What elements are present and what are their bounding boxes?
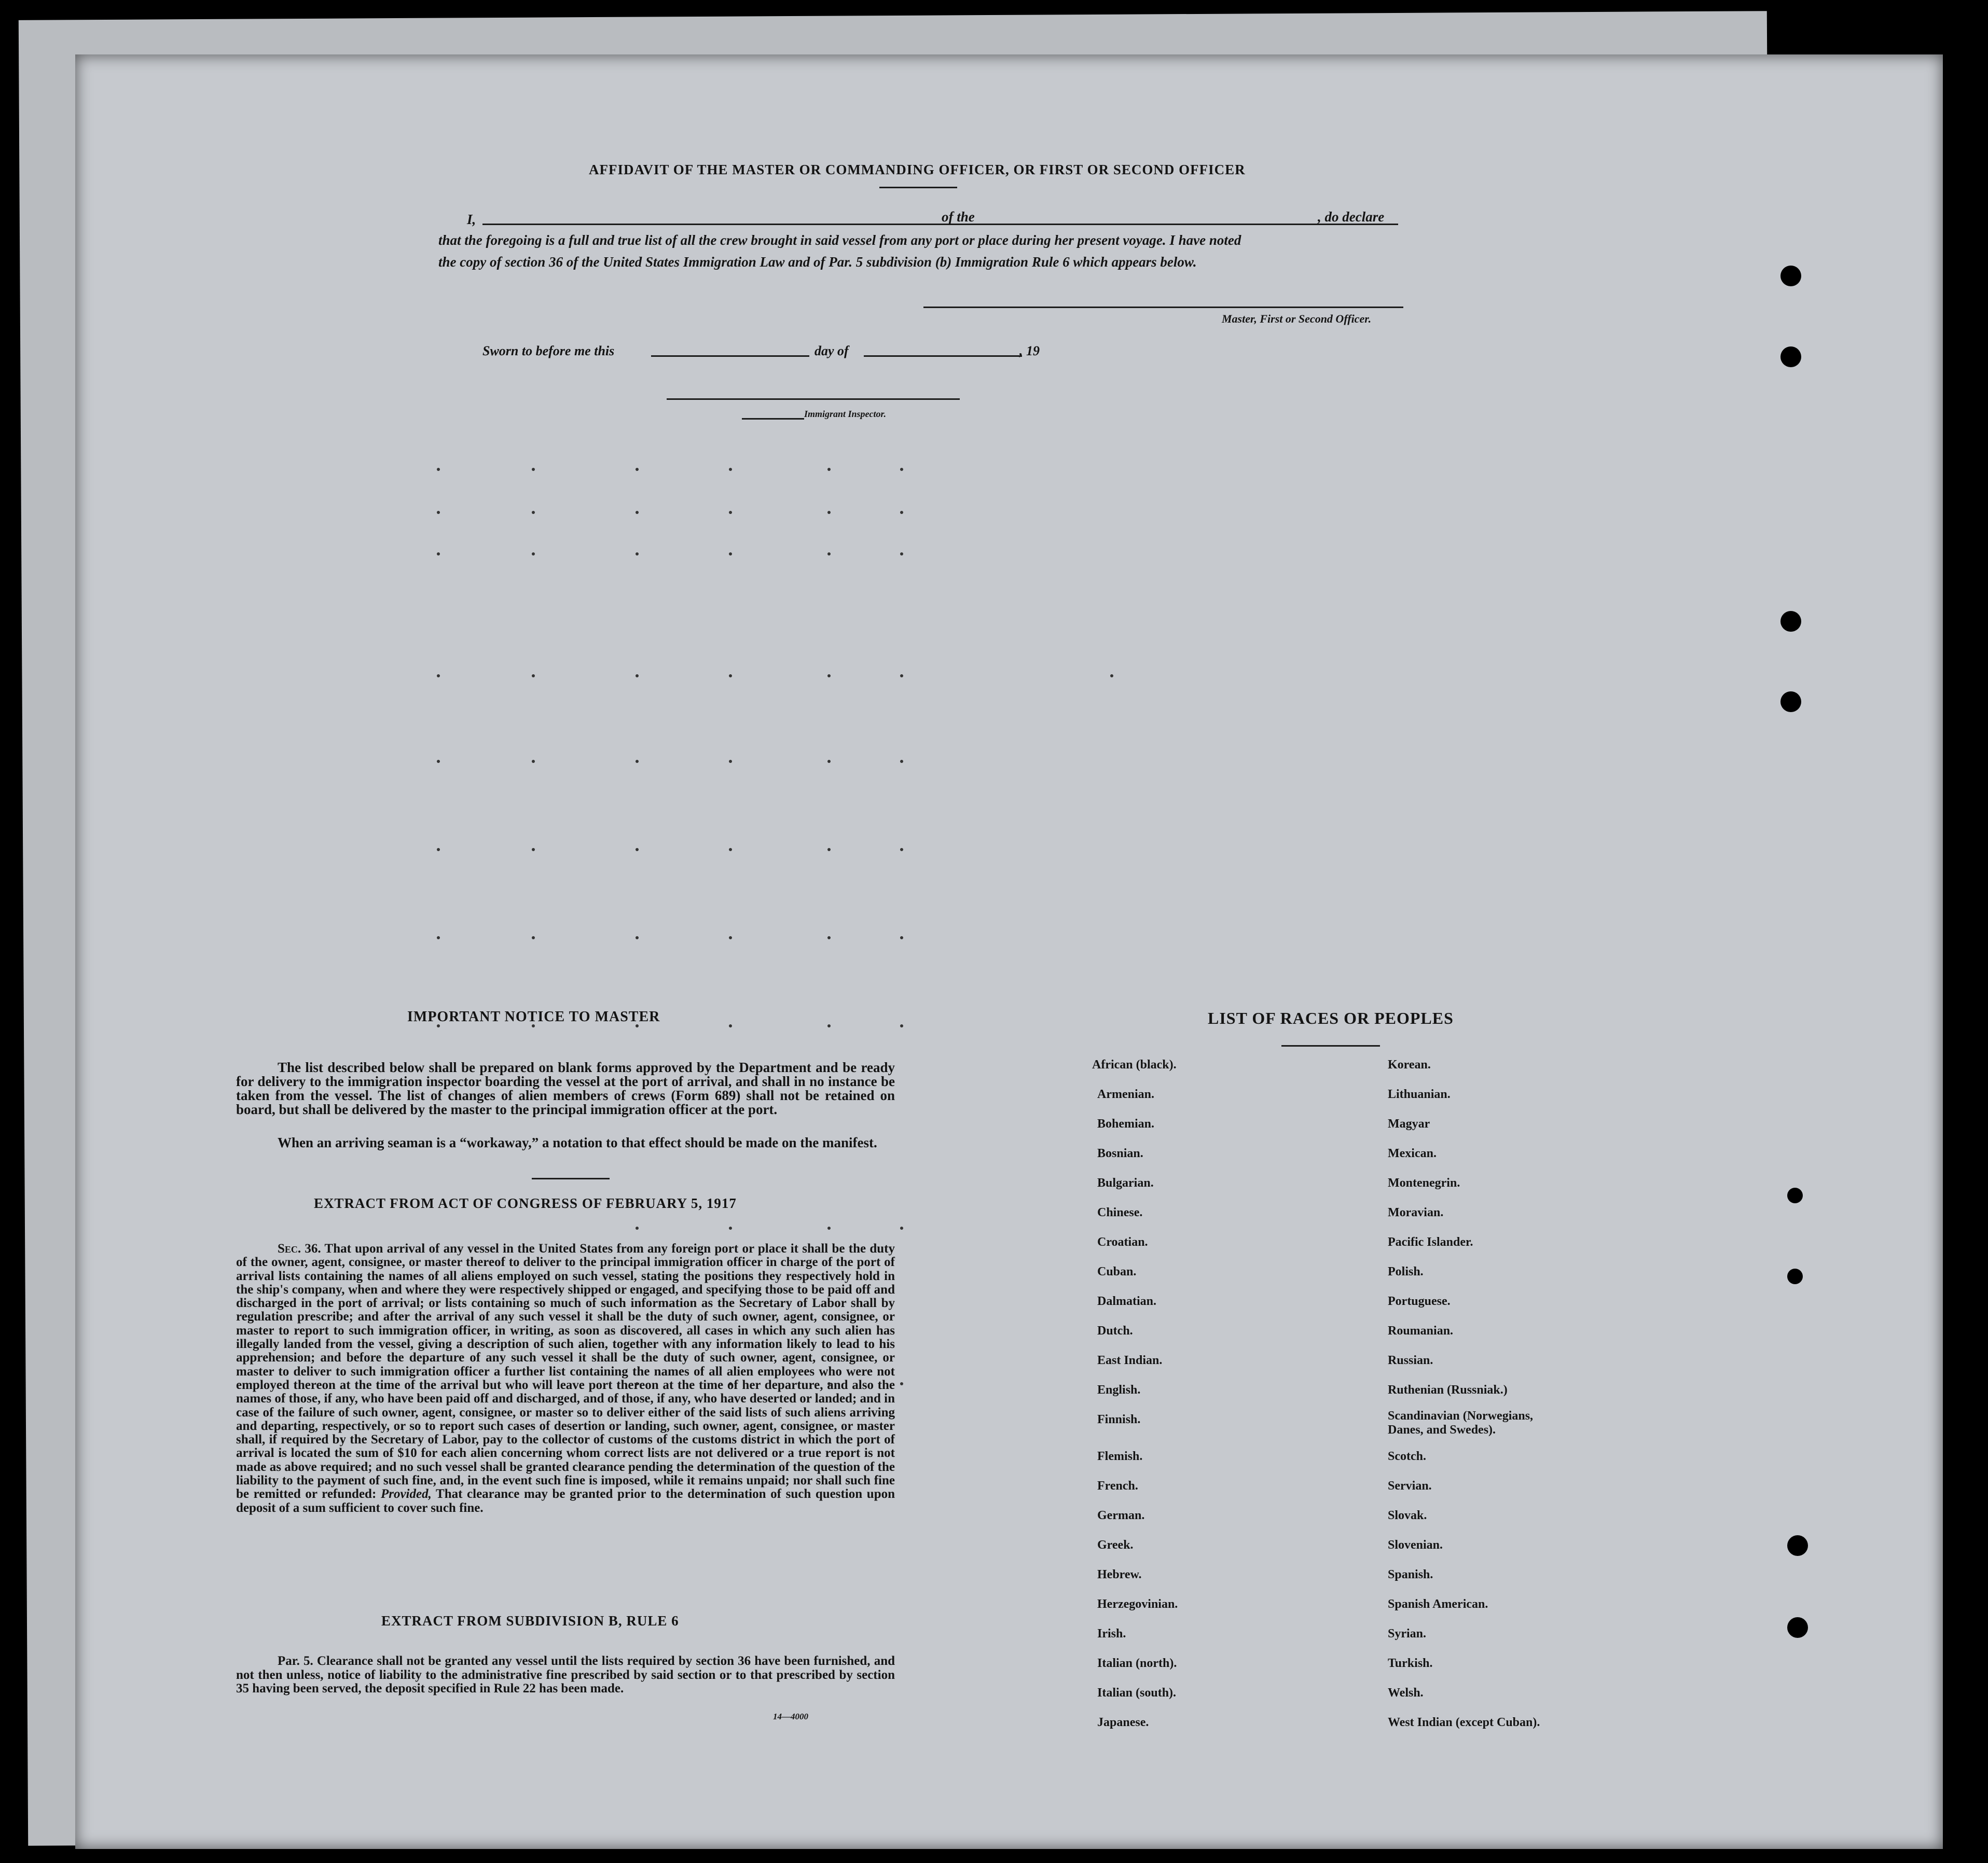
signature-caption: Master, First or Second Officer. — [1222, 312, 1372, 325]
list-item: Hebrew. — [1097, 1568, 1142, 1581]
year-label: , 19 — [1019, 343, 1040, 358]
list-item: Servian. — [1388, 1479, 1432, 1493]
list-item: Bohemian. — [1097, 1117, 1155, 1131]
list-item: Ruthenian (Russniak.) — [1388, 1383, 1508, 1397]
list-item: French. — [1097, 1479, 1138, 1493]
list-item: Magyar — [1388, 1117, 1430, 1131]
binder-hole — [1787, 1535, 1808, 1556]
list-item: Japanese. — [1097, 1716, 1149, 1729]
rule-extract-text: Par. 5. Clearance shall not be granted any vessel until the lists required by section 36 have been furnished, and not then unless, notice of liability to the administrative fine prescribed by said section or to that prescribed by section 35 having been served, the deposit specified in Rule 22 has been made. — [236, 1654, 895, 1695]
list-item: Polish. — [1388, 1265, 1424, 1278]
notice-para-2: When an arriving seaman is a “workaway,” a notation to that effect should be made on the manifest. — [278, 1135, 877, 1150]
statement-line-2: the copy of section 36 of the United States Immigration Law and of Par. 5 subdivision (b) Immigration Rule 6 which appears below. — [438, 254, 1197, 270]
binder-hole — [1780, 611, 1801, 632]
do-declare-label: , do declare — [1318, 209, 1385, 225]
binder-hole — [1780, 691, 1801, 712]
list-item: Portuguese. — [1388, 1295, 1451, 1308]
list-item: Scotch. — [1388, 1450, 1426, 1463]
list-item: Lithuanian. — [1388, 1088, 1451, 1101]
notice-para-1: The list described below shall be prepared on blank forms approved by the Department and be ready for delivery to the immigration inspector boarding the vessel at the port of arrival, and shall in no instance be taken from the vessel. The list of changes of alien members of crews (Form 689) shall not be retained on board, but shall be delivered by the master to the principal immigration officer at the port. — [236, 1060, 895, 1117]
list-item: Greek. — [1097, 1538, 1134, 1552]
binder-hole — [1787, 1269, 1803, 1284]
day-of-label: day of — [814, 343, 849, 358]
binder-hole — [1780, 266, 1801, 286]
list-item: Herzegovinian. — [1097, 1597, 1178, 1611]
list-item: West Indian (except Cuban). — [1388, 1716, 1540, 1729]
list-item: Italian (north). — [1097, 1657, 1177, 1670]
list-item: Mexican. — [1388, 1147, 1437, 1160]
rule-extract-title: EXTRACT FROM SUBDIVISION B, RULE 6 — [381, 1613, 679, 1629]
list-item: Armenian. — [1097, 1088, 1154, 1101]
list-item: Croatian. — [1097, 1235, 1148, 1249]
list-item: Flemish. — [1097, 1450, 1143, 1463]
form-page — [75, 54, 1943, 1849]
list-item: Dalmatian. — [1097, 1295, 1156, 1308]
name-line — [482, 224, 1004, 225]
races-title: LIST OF RACES OR PEOPLES — [1208, 1009, 1454, 1027]
inspector-short-line — [742, 418, 804, 420]
act-extract-title: EXTRACT FROM ACT OF CONGRESS OF FEBRUARY 5, 1917 — [314, 1195, 737, 1211]
section-body-end: That clearance may be granted prior to the determination of such question upon deposit of a sum sufficient to cover such fine. — [236, 1487, 895, 1515]
statement-line-1: that the foregoing is a full and true list of all the crew brought in said vessel from any port or place during her present voyage. I have noted — [438, 232, 1241, 248]
list-item: Turkish. — [1388, 1657, 1433, 1670]
list-item: African (black). — [1092, 1058, 1177, 1072]
list-item: Slovak. — [1388, 1509, 1427, 1522]
sworn-day-line — [651, 355, 809, 357]
list-item: Roumanian. — [1388, 1324, 1454, 1338]
list-item: Irish. — [1097, 1627, 1126, 1640]
list-item: Welsh. — [1388, 1686, 1424, 1700]
section-label: Sec. 36. — [278, 1242, 321, 1256]
list-item: Russian. — [1388, 1354, 1433, 1367]
list-item: Montenegrin. — [1388, 1176, 1460, 1190]
binder-hole — [1787, 1617, 1808, 1638]
list-item: German. — [1097, 1509, 1145, 1522]
binder-hole — [1787, 1188, 1803, 1203]
section-body: That upon arrival of any vessel in the United States from any foreign port or place it shall be the duty of the owner, agent, consignee, or master thereof to deliver to the principal immigration officer in charge of the port of arrival lists containing the names of all aliens employed on such vessel, stating the positions they respectively hold in the ship's company, when and where they were respectively shipped or engaged, and specifying those to be paid off and discharged in the port of arrival; or lists containing so much of such information as the Secretary of Labor shall by regulation prescribe; and after the arrival of any such vessel it shall be the duty of such owner, agent, consignee, or master to report to such immigration officer, in writing, as soon as discovered, all cases in which any such alien has illegally landed from the vessel, giving a description of such alien, together with any information likely to lead to his apprehension; and before the departure of any such vessel it shall be the duty of such owner, agent, consignee, or master to deliver to such immigration officer a further list containing the names of all alien employees who were not employed thereon at the time of the arrival but who will leave port thereon at the time of her departure, and also the names of those, if any, who have been paid off and discharged, and of those, if any, who have deserted or landed; and in case of the failure of such owner, agent, consignee, or master so to deliver either of the said lists of such aliens arriving and departing, respectively, or so to report such cases of desertion or landing, such owner, agent, consignee, or master shall, if required by the Secretary of Labor, pay to the collector of customs of the customs district in which the port of arrival is located the sum of $10 for each alien concerning whom correct lists are not delivered or a true report is not made as above required; and no such vessel shall be granted clearance pending the determination of the question of the liability to the payment of such fine, and, in the event such fine is imposed, while it remains unpaid; nor shall such fine be remitted or refunded: — [236, 1242, 895, 1501]
list-item: Bosnian. — [1097, 1147, 1143, 1160]
list-item: Dutch. — [1097, 1324, 1133, 1338]
list-item: Chinese. — [1097, 1206, 1143, 1219]
list-item: Spanish. — [1388, 1568, 1433, 1581]
form-number: 14—4000 — [773, 1712, 808, 1721]
of-the-label: of the — [942, 209, 975, 225]
list-item: Scandinavian (Norwegians, Danes, and Swedes). — [1388, 1409, 1534, 1437]
list-item: Finnish. — [1097, 1413, 1141, 1426]
i-label: I, — [467, 212, 476, 227]
affidavit-title: AFFIDAVIT OF THE MASTER OR COMMANDING OFFICER, OR FIRST OR SECOND OFFICER — [589, 162, 1246, 177]
list-item: East Indian. — [1097, 1354, 1163, 1367]
list-item: Slovenian. — [1388, 1538, 1443, 1552]
inspector-line — [667, 398, 960, 400]
signature-line — [923, 307, 1403, 308]
list-item: English. — [1097, 1383, 1141, 1397]
list-item: Cuban. — [1097, 1265, 1137, 1278]
list-item: Bulgarian. — [1097, 1176, 1154, 1190]
inspector-caption: Immigrant Inspector. — [804, 409, 887, 419]
act-extract-text — [236, 1242, 895, 1515]
list-item: Syrian. — [1388, 1627, 1427, 1640]
list-item: Italian (south). — [1097, 1686, 1177, 1700]
races-rule — [1281, 1045, 1380, 1047]
title-rule — [879, 187, 957, 188]
provided-label: Provided, — [380, 1487, 432, 1501]
binder-hole — [1780, 346, 1801, 367]
list-item: Korean. — [1388, 1058, 1431, 1072]
sworn-label: Sworn to before me this — [482, 343, 615, 358]
list-item: Moravian. — [1388, 1206, 1444, 1219]
list-item: Pacific Islander. — [1388, 1235, 1473, 1249]
sworn-month-line — [864, 355, 1022, 357]
notice-title: IMPORTANT NOTICE TO MASTER — [407, 1009, 660, 1025]
notice-rule — [532, 1178, 610, 1179]
list-item: Spanish American. — [1388, 1597, 1488, 1611]
